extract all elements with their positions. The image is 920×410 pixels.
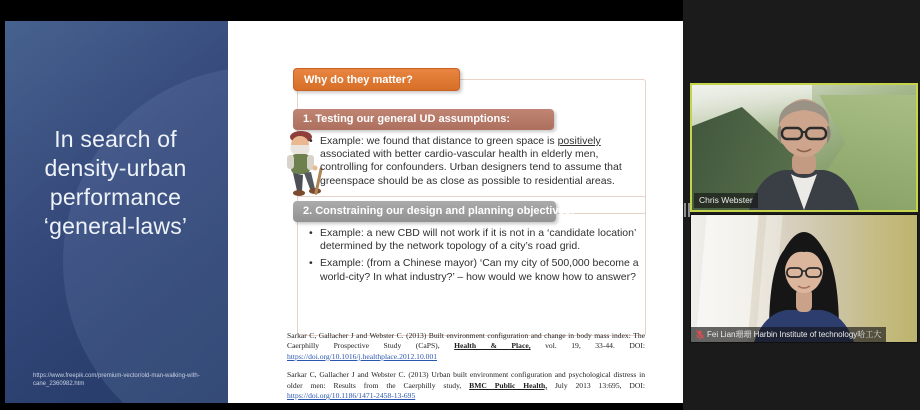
participant-video-person — [724, 222, 884, 342]
reference-2: Sarkar C, Gallacher J and Webster C. (2013) Urban built environment configuration and psychological distress in older men: Results from the Caerphilly study, BMC Public Health, July 2013 13:695, DOI: https://doi.org/10.1186/1471-2458-13-695 — [287, 370, 645, 401]
journal-name: BMC Public Health, — [469, 380, 548, 390]
journal-name: Health & Place, — [454, 341, 531, 351]
reference-1: Sarkar C, Gallacher J and Webster C. (2013) Built environment configuration and change in body mass index: The Caerphilly Prospective Study (CaPS), Health & Place, vol. 19, 33-44. DOI: https://doi.org/10.1016/j.healthplace.2012.10.001 — [287, 331, 645, 361]
doi-link[interactable]: https://doi.org/10.1016/j.healthplace.2012.10.001 — [287, 351, 438, 361]
slide-title-panel — [5, 21, 228, 403]
slide-title-line: density-urban — [44, 155, 187, 181]
section2-bullets — [308, 227, 644, 288]
section2-header: 2. Constraining our design and planning objectives: — [293, 201, 556, 222]
doi-link[interactable]: https://doi.org/10.1186/1471-2458-13-695 — [287, 391, 416, 401]
section1-bullets — [308, 135, 644, 192]
shared-slide — [5, 21, 683, 403]
participant-name-label: Fei Lian珊珊 Harbin Institute of technology哈工大 — [691, 327, 886, 342]
bullet-item: • Example: (from a Chinese mayor) ‘Can my city of 500,000 become a world-city? In what industry?’ – how would we know how to answer? — [308, 257, 644, 283]
slide-title-line: performance — [49, 184, 182, 210]
references — [287, 331, 645, 401]
mic-muted-icon — [696, 330, 704, 340]
video-tile-fei-lian[interactable] — [690, 214, 918, 343]
image-credit-url: https://www.freepik.com/premium-vector/old-man-walking-with- cane_2360982.htm — [33, 373, 200, 387]
video-tile-chris-webster[interactable] — [690, 83, 918, 212]
participant-name-label: Chris Webster — [694, 193, 758, 208]
slide-title — [11, 125, 220, 241]
slide-heading: Why do they matter? — [293, 68, 460, 91]
slide-title-line: In search of — [54, 126, 177, 152]
bullet-item: • Example: we found that distance to green space is positively associated with better cardio-vascular health in elderly men, controlling for confounders. Urban designers tend to assume that greenspace should be as close as possible to residential areas. — [308, 135, 644, 188]
slide-title-line: ‘general-laws’ — [43, 213, 188, 239]
section1-header: 1. Testing our general UD assumptions: — [293, 109, 554, 130]
bullet-item: • Example: a new CBD will not work if it is not in a ‘candidate location’ determined by the network topology of a city’s road grid. — [308, 227, 644, 253]
